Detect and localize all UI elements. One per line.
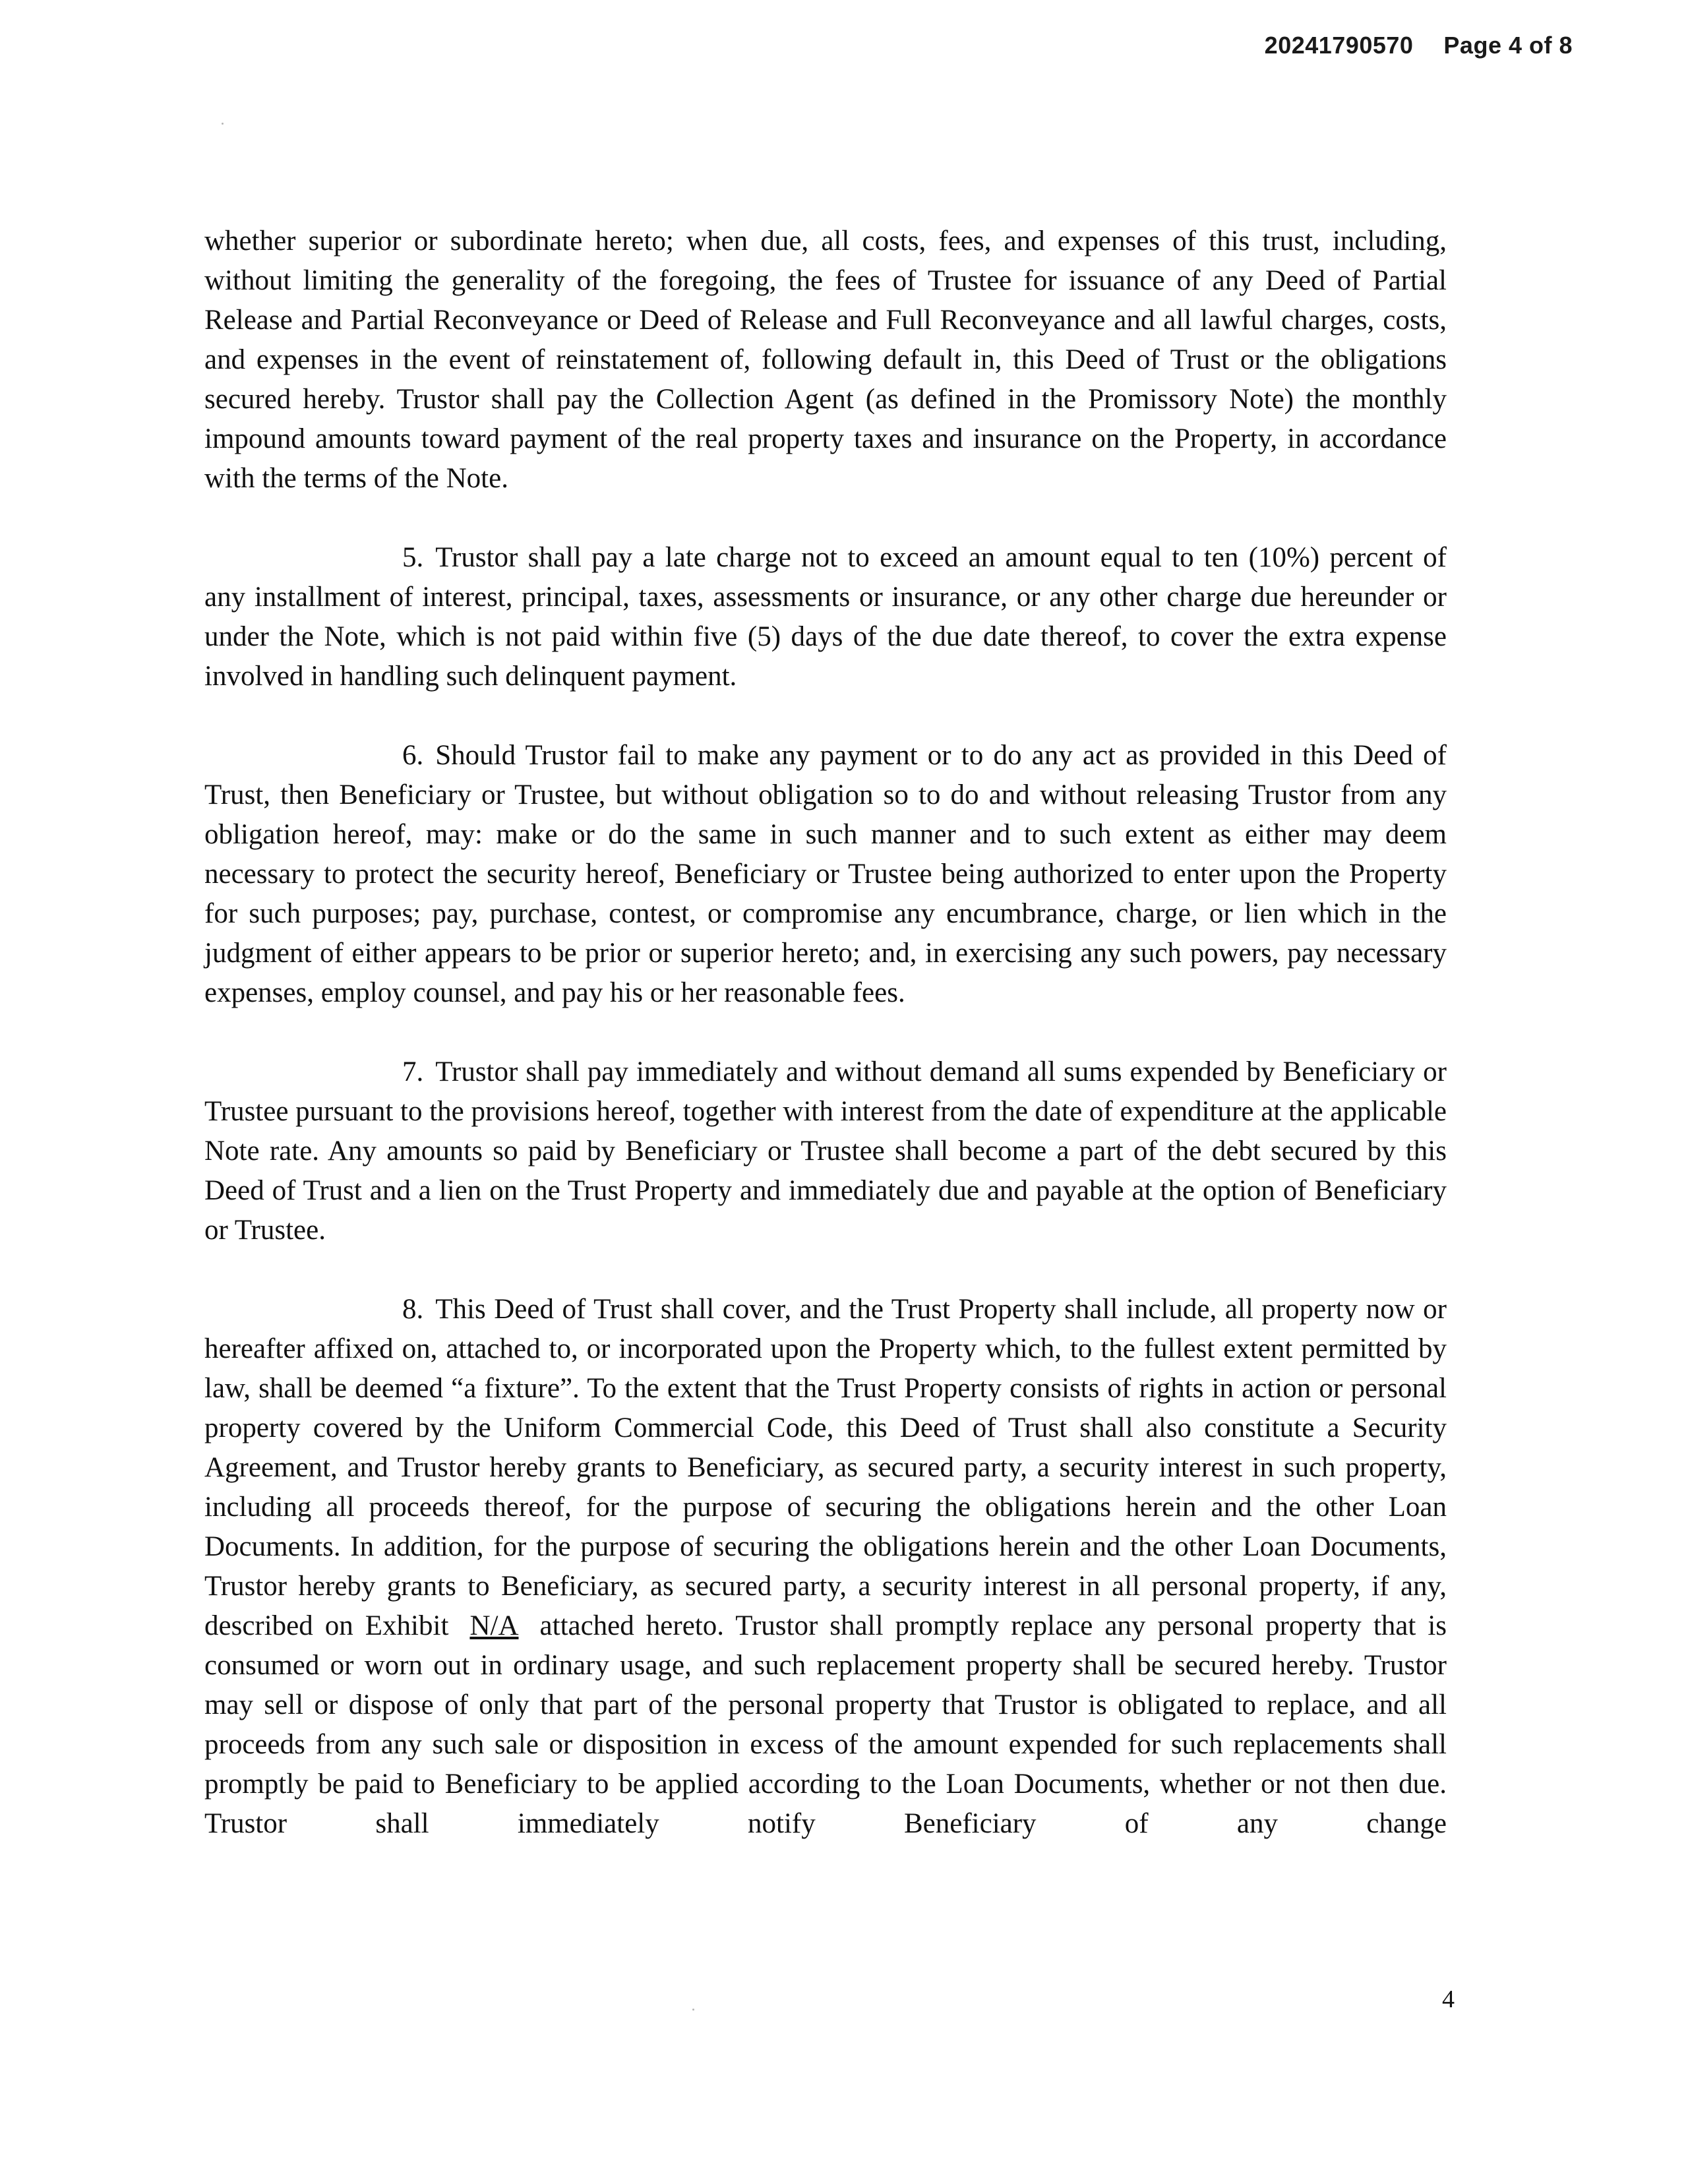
exhibit-blank-field: N/A <box>469 1610 519 1641</box>
paragraph-5-text: Trustor shall pay a late charge not to exceed an amount equal to ten (10%) percent of any installment of interest, principal, taxes, assessments or insurance, or any other charge due hereunder or under the Note, which is not paid within five (5) days of the due date thereof, to cover the extra expense involved in handling such delinquent payment. <box>204 542 1447 692</box>
scan-speck-top <box>222 123 224 125</box>
paragraph-4-continued: whether superior or subordinate hereto; when due, all costs, fees, and expenses of this trust, including, without limiting the generality of the foregoing, the fees of Trustee for issuance of any Deed of Partial Release and Partial Reconveyance or Deed of Release and Full Reconveyance and all lawful charges, costs, and expenses in the event of reinstatement of, following default in, this Deed of Trust or the obligations secured hereby. Trustor shall pay the Collection Agent (as defined in the Promissory Note) the monthly impound amounts toward payment of the real property taxes and insurance on the Property, in accordance with the terms of the Note. <box>204 226 1447 494</box>
paragraph-7-number: 7. <box>402 1056 424 1087</box>
page-indicator: Page 4 of 8 <box>1443 32 1573 59</box>
paragraph-6-text: Should Trustor fail to make any payment or to do any act as provided in this Deed of Trust, then Beneficiary or Trustee, but without obligation so to do and without releasing Trustor from any obligation hereof, may: make or do the same in such manner and to such extent as either may deem necessary to protect the security hereof, Beneficiary or Trustee being authorized to enter upon the Property for such purposes; pay, purchase, contest, or compromise any encumbrance, charge, or lien which in the judgment of either appears to be prior or superior hereto; and, in exercising any such powers, pay necessary expenses, employ counsel, and pay his or her reasonable fees. <box>204 740 1447 1008</box>
paragraph-8-text-start: This Deed of Trust shall cover, and the Trust Property shall include, all property now or hereafter affixed on, attached to, or incorporated upon the Property which, to the fullest extent permitted by law, shall be deemed “a fixture”. To the extent that the Trust Property consists of rights in action or personal property covered by the Uniform Commercial Code, this Deed of Trust shall also constitute a Security Agreement, and Trustor hereby grants to Beneficiary, as secured party, a security interest in such property, including all proceeds thereof, for the purpose of securing the obligations herein and the other Loan Documents. In addition, for the purpose of securing the obligations herein and the other Loan Documents, Trustor hereby grants to Beneficiary, as secured party, a security interest in all personal property, if any, described on Exhibit <box>204 1294 1447 1641</box>
paragraph-5-number: 5. <box>402 542 424 573</box>
document-number: 20241790570 <box>1264 32 1414 59</box>
paragraph-7 <box>204 1052 1447 1250</box>
document-body <box>204 222 1447 1844</box>
page-number: 4 <box>1442 1986 1455 2013</box>
paragraph-8-number: 8. <box>402 1294 424 1325</box>
scan-speck-bottom <box>692 2009 694 2011</box>
recording-stamp <box>1265 32 1573 59</box>
paragraph-5 <box>204 538 1447 696</box>
paragraph-7-text: Trustor shall pay immediately and without demand all sums expended by Beneficiary or Trustee pursuant to the provisions hereof, together with interest from the date of expenditure at the applicable Note rate. Any amounts so paid by Beneficiary or Trustee shall become a part of the debt secured by this Deed of Trust and a lien on the Trust Property and immediately due and payable at the option of Beneficiary or Trustee. <box>204 1056 1447 1246</box>
paragraph-8-text-end: attached hereto. Trustor shall promptly replace any personal property that is consumed or worn out in ordinary usage, and such replacement property shall be secured hereby. Trustor may sell or dispose of only that part of the personal property that Trustor is obligated to replace, and all proceeds from any such sale or disposition in excess of the amount expended for such replacements shall promptly be paid to Beneficiary to be applied according to the Loan Documents, whether or not then due. Trustor shall immediately notify Beneficiary of any change <box>204 1610 1447 1839</box>
paragraph-6 <box>204 736 1447 1013</box>
paragraph-8 <box>204 1290 1447 1844</box>
paragraph-6-number: 6. <box>402 740 424 771</box>
